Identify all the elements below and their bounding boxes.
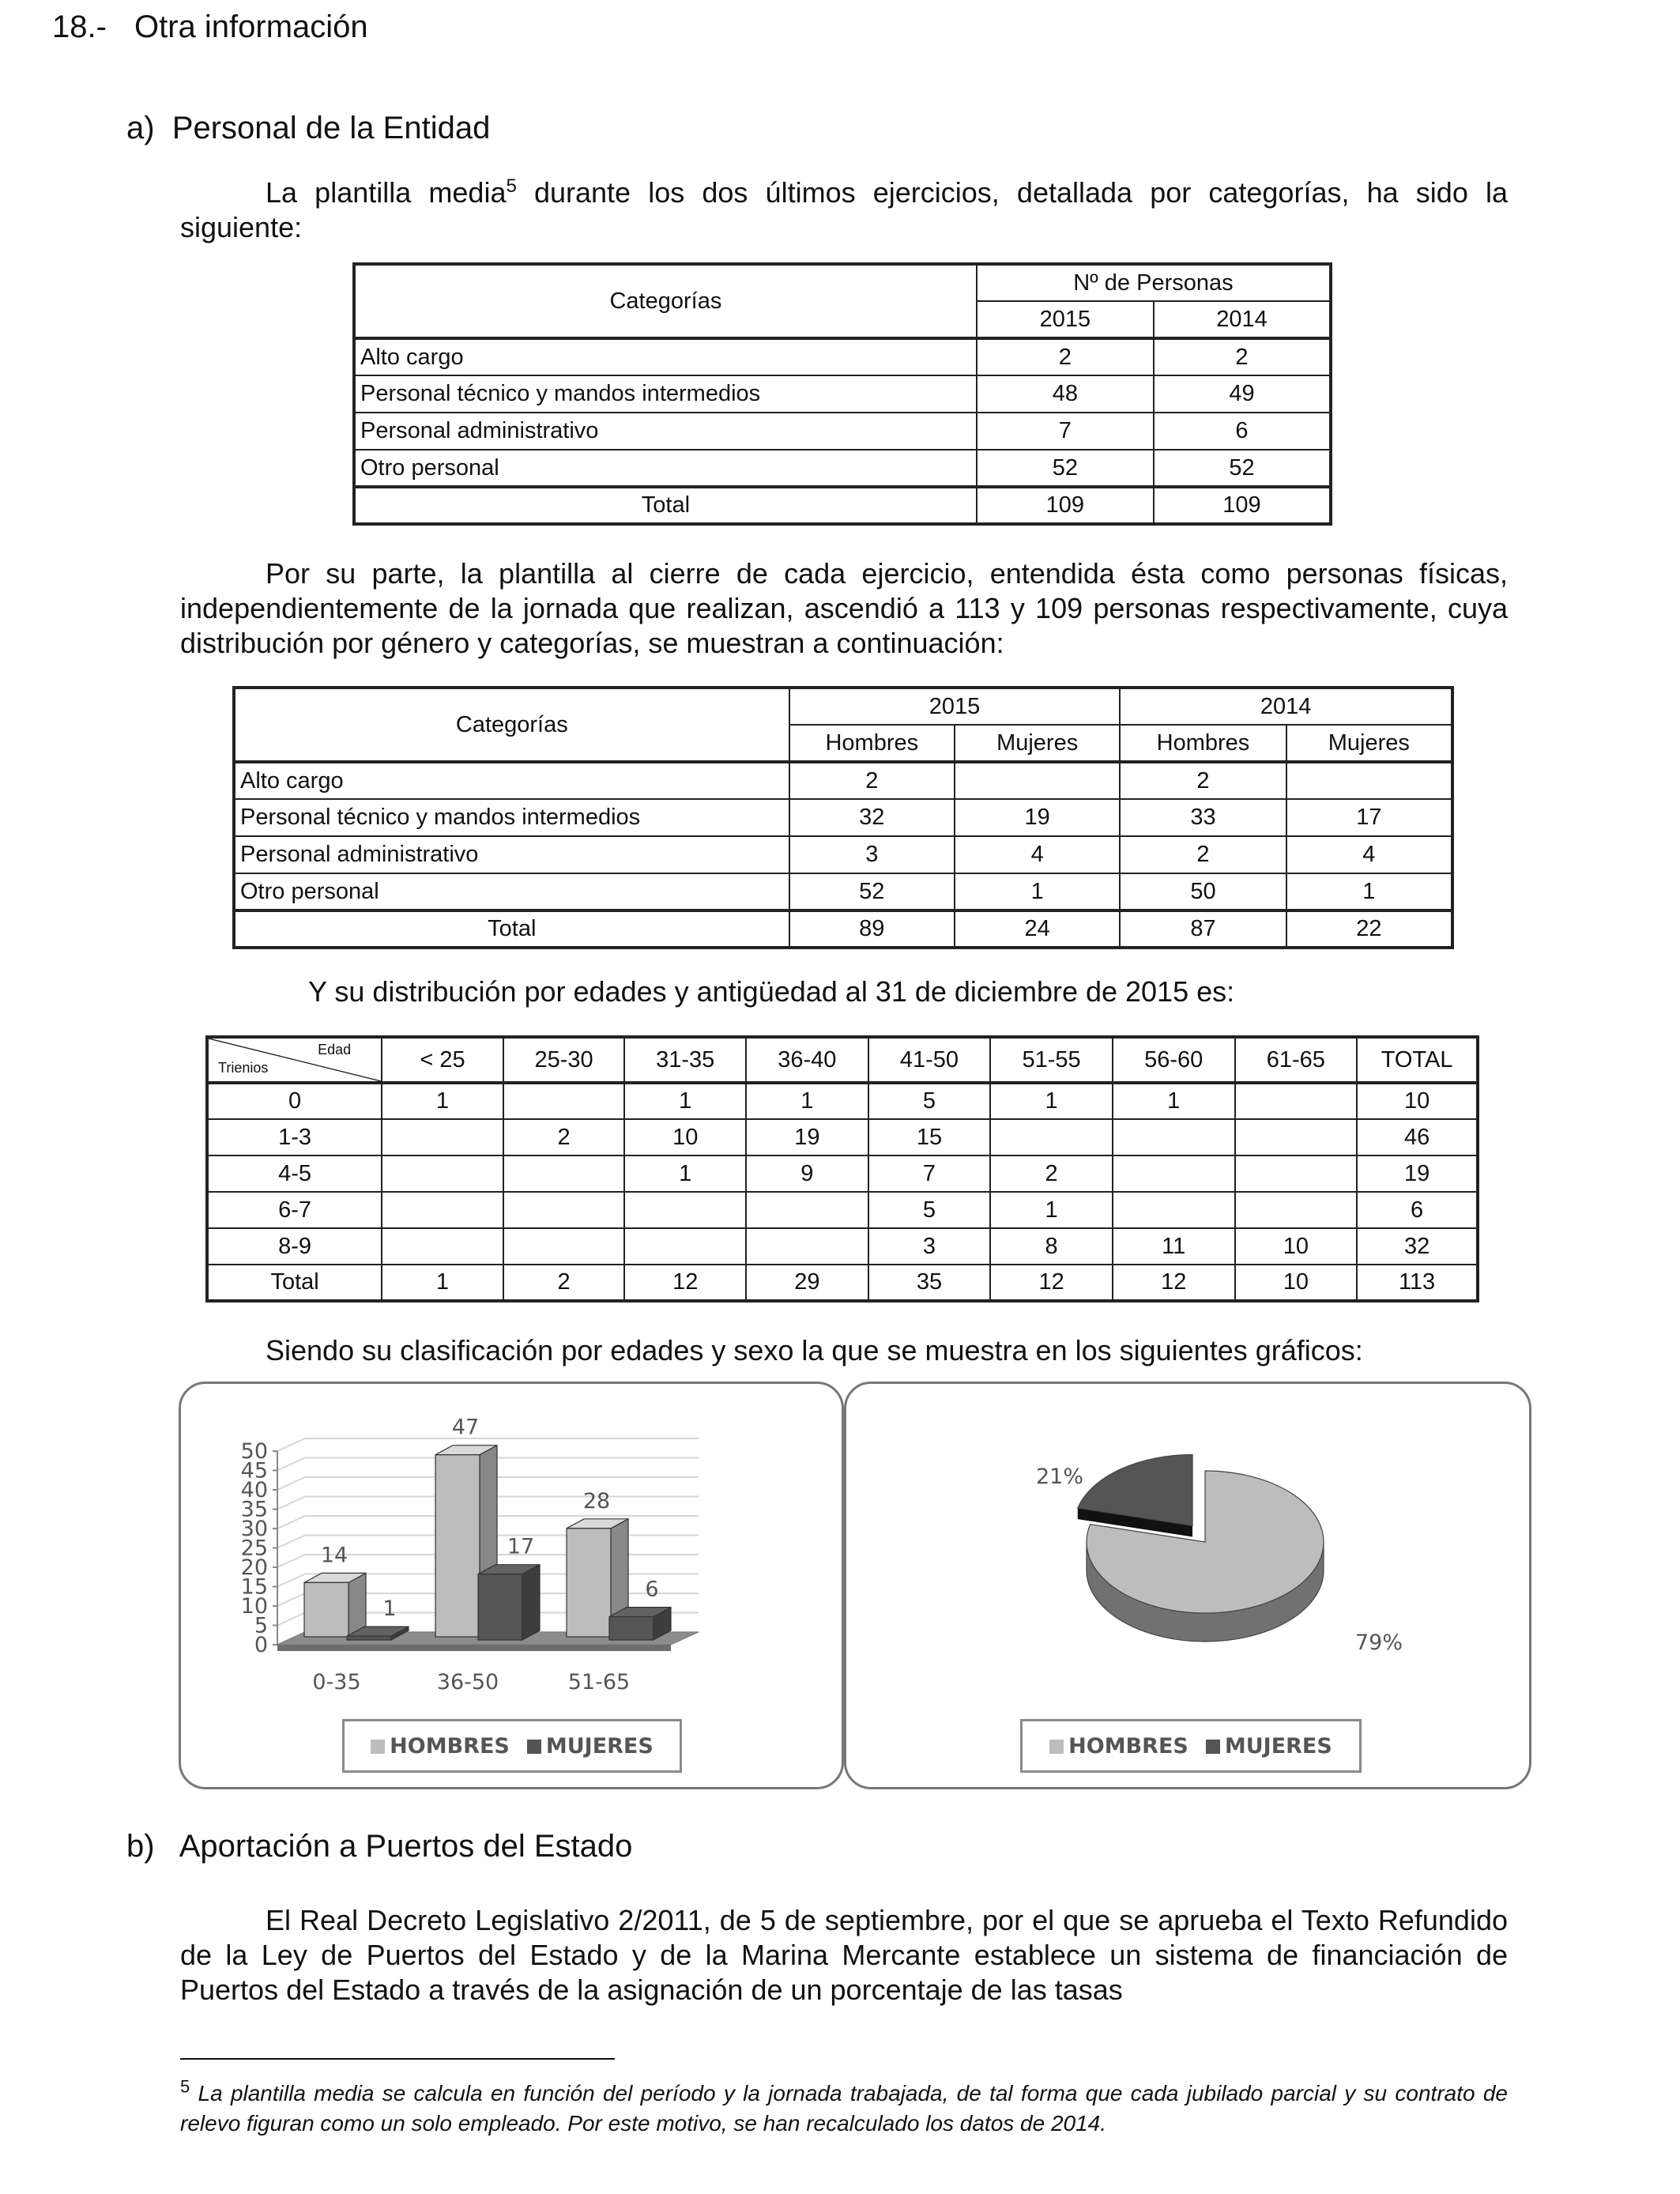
table-total-row: Total 1 2 12 29 35 12 12 10 113 [207, 1265, 1478, 1301]
data-label: 17 [507, 1534, 535, 1559]
header-personas: Nº de Personas [977, 264, 1331, 301]
table-edades-antiguedad: Edad Trienios < 25 25-30 31-35 36-40 41-50 51-55 56-60 61-65 TOTAL 0 1 1 1 5 1 1 10 1-3 2 10 19 15 46 4-5 1 9 7 2 19 6-7 5 1 6 8-9 3 8 11 10 32 Total 1 2 12 29 35 12 12 10 113 [205, 1035, 1479, 1302]
y-tick-label: 30 [240, 1517, 268, 1541]
paragraph-plantilla-media: La plantilla media$^5$ durante los dos últimos ejercicios, detallada por categorías, ha sido la siguiente: [180, 175, 1508, 243]
y-tick-label: 20 [240, 1555, 268, 1580]
subsection-a-heading [126, 111, 490, 146]
y-tick-label: 5 [254, 1613, 268, 1638]
data-label: 28 [582, 1488, 611, 1514]
bar-mujeres-36-50 [478, 1574, 522, 1640]
header-categorias: Categorías [234, 688, 789, 762]
data-label: 47 [451, 1415, 480, 1440]
bar-chart [181, 1384, 842, 1700]
x-tick-label: 36-50 [436, 1670, 499, 1695]
bar-chart-legend [342, 1719, 682, 1773]
data-label: 6 [645, 1577, 659, 1602]
table-total-row: Total 89 24 87 22 [234, 910, 1452, 948]
subsection-a-label: a) [126, 111, 155, 145]
y-tick-label: 25 [240, 1536, 268, 1561]
subsection-b-heading [126, 1829, 632, 1864]
legend-item-mujeres: MUJERES [527, 1734, 654, 1759]
paragraph-plantilla-cierre: Por su parte, la plantilla al cierre de cada ejercicio, entendida ésta como personas físicas, independientemente de la jornada que realizan, ascendió a 113 y 109 personas respectivamente, cuya distribución por género y categorías, se muestran a continuación: [180, 557, 1508, 659]
y-tick-label: 15 [240, 1574, 268, 1600]
table-row: Personal administrativo 3 4 2 4 [234, 836, 1452, 873]
y-tick-label: 35 [240, 1497, 268, 1522]
subsection-b-title: Aportación a Puertos del Estado [179, 1829, 633, 1864]
bar-mujeres-0-35 [347, 1636, 391, 1640]
footnote-number: 5 [180, 2076, 190, 2097]
section-title: Otra información [134, 9, 368, 44]
paragraph-edades: Y su distribución por edades y antigüedad al 31 de diciembre de 2015 es: [308, 975, 1235, 1008]
footnote-divider [180, 2058, 615, 2060]
header-2014: 2014 [1154, 301, 1331, 338]
header-2015: 2015 [977, 301, 1154, 338]
bar-side-mujeres-36-50 [522, 1565, 540, 1640]
legend-swatch-hombres [1049, 1740, 1064, 1754]
x-tick-label: 0-35 [312, 1670, 361, 1695]
table-row: Otro personal 52 1 50 1 [234, 873, 1452, 910]
bar-mujeres-51-65 [609, 1617, 654, 1640]
data-label-mujeres: 21% [1036, 1465, 1084, 1489]
legend-swatch-mujeres [527, 1740, 541, 1754]
header-edad: Edad [318, 1042, 352, 1057]
table-row: 6-7 5 1 6 [207, 1192, 1478, 1228]
subsection-a-title: Personal de la Entidad [171, 111, 491, 145]
table-genero-categorias: Categorías 2015 2014 Hombres Mujeres Hombres Mujeres Alto cargo 2 2 Personal técnico y mandos intermedios 32 19 33 17 Personal administrativo 3 4 2 4 Otro personal 52 1 50 1 Total 89 24 87 22 [232, 686, 1454, 949]
header-trienios: Trienios [218, 1060, 269, 1076]
table-row: 8-9 3 8 11 10 32 [207, 1228, 1478, 1265]
chart-floor-edge [277, 1645, 671, 1651]
y-tick-label: 40 [240, 1478, 268, 1502]
legend-item-mujeres: MUJERES [1206, 1734, 1332, 1759]
pie-chart-panel [844, 1382, 1531, 1789]
legend-item-hombres: HOMBRES [371, 1734, 510, 1759]
bar-hombres-0-35 [304, 1582, 348, 1637]
y-tick-label: 50 [240, 1439, 268, 1464]
subsection-b-label: b) [126, 1829, 155, 1864]
table-total-row: Total 109 109 [354, 487, 1331, 524]
y-tick-label: 45 [240, 1458, 268, 1483]
legend-swatch-mujeres [1206, 1740, 1220, 1754]
y-tick-label: 10 [240, 1594, 268, 1619]
table-row: Alto cargo 2 2 [234, 762, 1452, 799]
section-heading [52, 9, 368, 45]
bar-hombres-36-50 [435, 1455, 480, 1637]
bar-chart-panel [179, 1382, 844, 1789]
paragraph-graficos: Siendo su clasificación por edades y sexo la que se muestra en los siguientes gráficos: [266, 1334, 1363, 1367]
table-row: Personal técnico y mandos intermedios 48 49 [354, 375, 1331, 413]
table-plantilla-media [352, 262, 1332, 526]
bar-hombres-51-65 [567, 1529, 611, 1637]
table-row: 4-5 1 9 7 2 19 [207, 1155, 1478, 1192]
section-number: 18.- [52, 9, 107, 44]
header-2015: 2015 [789, 688, 1121, 725]
footnote: $^5$ La plantilla media se calcula en función del período y la jornada trabajada, de tal forma que cada jubilado parcial y su contrato de relevo figuran como un solo empleado. Por este motivo, se han recalculado los datos de 2014. [180, 2076, 1508, 2136]
data-label: 14 [320, 1543, 348, 1568]
table-row: 0 1 1 1 5 1 1 10 [207, 1083, 1478, 1119]
x-tick-label: 51-65 [567, 1670, 631, 1695]
table-row: Alto cargo 2 2 [354, 338, 1331, 375]
pie-chart [846, 1384, 1529, 1700]
header-2014: 2014 [1120, 688, 1452, 725]
table-row: Otro personal 52 52 [354, 450, 1331, 487]
pie-chart-legend [1020, 1719, 1362, 1773]
y-tick-label: 0 [254, 1633, 268, 1657]
data-label-hombres: 79% [1355, 1630, 1403, 1655]
footnote-ref[interactable]: 5 [506, 175, 517, 197]
table-row: Personal técnico y mandos intermedios 32 19 33 17 [234, 799, 1452, 836]
legend-swatch-hombres [371, 1740, 385, 1754]
data-label: 1 [382, 1596, 397, 1622]
paragraph-aportacion: El Real Decreto Legislativo 2/2011, de 5 de septiembre, por el que se aprueba el Texto Refundido de la Ley de Puertos del Estado y de la Marina Mercante establece un sistema de financiación de Puertos del Estado a través de la asignación de un porcentaje de las tasas [180, 1904, 1508, 2006]
table-row: Personal administrativo 7 6 [354, 413, 1331, 450]
header-categorias: Categorías [354, 264, 977, 338]
table-row: 1-3 2 10 19 15 46 [207, 1119, 1478, 1155]
legend-item-hombres: HOMBRES [1049, 1734, 1188, 1759]
diagonal-header-cell [207, 1037, 382, 1083]
